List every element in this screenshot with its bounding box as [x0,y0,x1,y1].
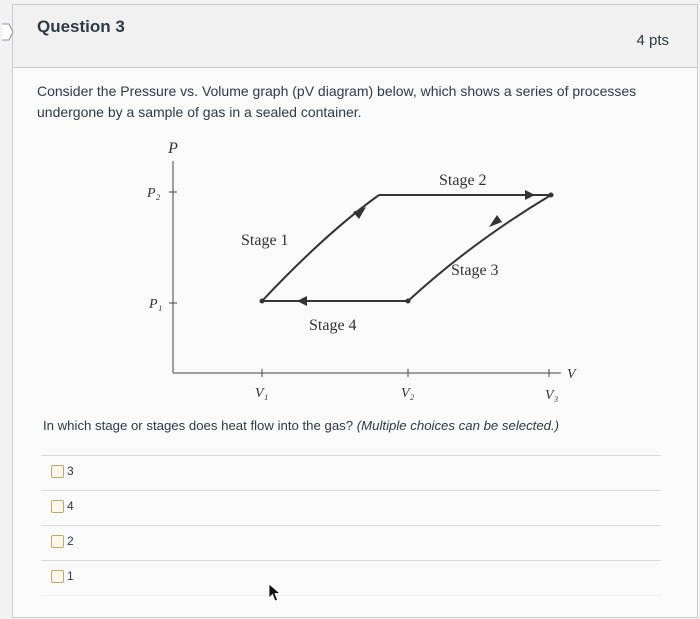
stage3-arrow [489,215,502,227]
point-v1-p1 [260,299,265,304]
answer-option[interactable] [41,455,661,490]
answer-option[interactable] [41,490,661,525]
question-points: 4 pts [636,32,669,49]
sub-question-text: In which stage or stages does heat flow into the gas? [43,418,357,433]
answer-checkbox[interactable] [51,535,64,548]
stage2-label: Stage 2 [439,172,487,189]
answer-option[interactable] [41,525,661,560]
stage4-label: Stage 4 [309,317,357,334]
answer-label: 3 [67,464,74,478]
stage4-arrow [297,296,307,306]
v2-label: V₂ [401,386,415,401]
bookmark-flag-icon[interactable] [1,23,15,41]
answer-checkbox[interactable] [51,570,64,583]
question-header [13,5,697,68]
answer-checkbox[interactable] [51,500,64,513]
answer-list [41,455,661,596]
p-axis-label: P [168,140,178,157]
mouse-cursor-icon [268,583,282,603]
stage3-curve [408,195,551,301]
sub-question [43,418,559,433]
answer-label: 4 [67,499,74,513]
sub-question-note: (Multiple choices can be selected.) [356,418,560,433]
stage3-label: Stage 3 [451,262,499,279]
answer-checkbox[interactable] [51,465,64,478]
question-card [12,4,698,618]
answer-label: 1 [67,569,74,583]
point-v3-p2 [549,193,554,198]
answer-label: 2 [67,534,74,548]
p2-label: P₂ [147,186,161,201]
stage1-label: Stage 1 [241,232,289,249]
stage2-arrow [525,190,535,200]
p1-label: P₁ [149,297,163,312]
v-axis-label: V [567,367,576,382]
question-prompt: Consider the Pressure vs. Volume graph (pV diagram) below, which shows a series of processes undergone by a sample of gas in a sealed container. [37,83,637,120]
v1-label: V₁ [255,386,269,401]
answer-option[interactable] [41,560,661,596]
v3-label: V₃ [545,388,559,403]
question-title: Question 3 [37,17,125,36]
point-v2-p1 [406,299,411,304]
pv-diagram [121,133,601,413]
